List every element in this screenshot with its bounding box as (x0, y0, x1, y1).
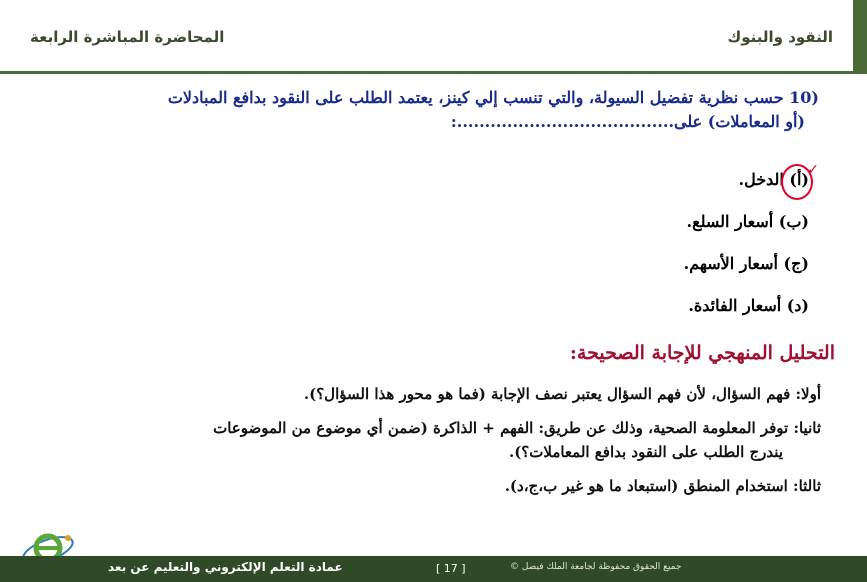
option-d (409, 294, 809, 336)
header-accent-bar (853, 0, 867, 74)
copyright-text: جميع الحقوق محفوظة لجامعة الملك فيصل © (510, 562, 682, 572)
option-c-label: (ج) (783, 254, 809, 273)
option-a (409, 162, 819, 210)
answer-options (409, 162, 819, 336)
header-divider (0, 71, 853, 74)
question-text (39, 86, 819, 134)
option-a-label: (أ) (789, 170, 809, 189)
course-title: النقود والبنوك (727, 28, 833, 46)
question-line-1: حسب نظرية تفضيل السيولة، والتي تنسب إلي كينز، يعتمد الطلب على النقود بدافع المبادلات (167, 88, 790, 107)
step-2 (31, 416, 821, 464)
page-number: [ 17 ] (436, 562, 466, 575)
lecture-title: المحاضرة المباشرة الرابعة (30, 28, 225, 46)
option-b-label: (ب) (778, 212, 809, 231)
option-d-label: (د) (786, 296, 809, 315)
question-line-2: (أو المعاملات) على.......................................: (450, 112, 805, 131)
option-b-text: أسعار السلع. (686, 212, 779, 231)
question-number: (10 (789, 88, 819, 107)
deanship-name: عمادة التعلم الإلكتروني والتعليم عن بعد (108, 560, 343, 574)
step-3: ثالثا: استخدام المنطق (استبعاد ما هو غير ب،ج،د). (504, 477, 821, 495)
analysis-steps (31, 382, 821, 508)
check-mark-icon: ✓ (807, 162, 819, 178)
option-b (409, 210, 809, 252)
option-a-text: الدخل. (738, 170, 790, 189)
option-c-text: أسعار الأسهم. (683, 254, 784, 273)
step-1: أولا: فهم السؤال، لأن فهم السؤال يعتبر نصف الإجابة (فما هو محور هذا السؤال؟). (303, 385, 821, 403)
slide-header (0, 0, 867, 74)
step-2-line-2: يندرج الطلب على النقود بدافع المعاملات؟). (508, 443, 783, 461)
option-c (409, 252, 809, 294)
analysis-title: التحليل المنهجي للإجابة الصحيحة: (569, 342, 835, 364)
slide-footer (0, 556, 867, 582)
step-2-line-1: ثانيا: توفر المعلومة الصحية، وذلك عن طريق: الفهم + الذاكرة (ضمن أي موضوع من الموضوعات (213, 419, 821, 437)
option-d-text: أسعار الفائدة. (688, 296, 787, 315)
